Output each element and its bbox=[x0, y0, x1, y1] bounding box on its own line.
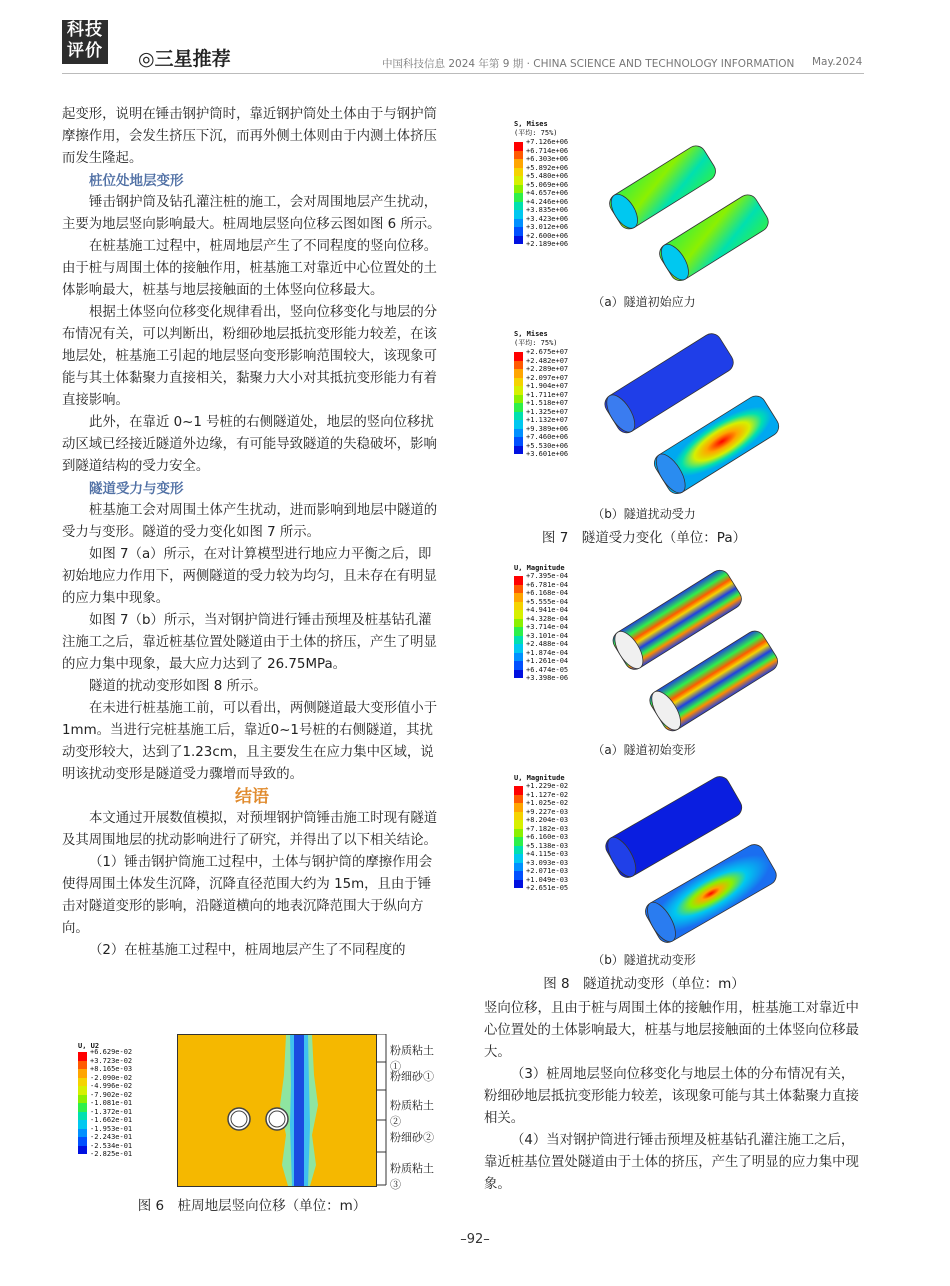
fig8b-tunnels bbox=[594, 770, 780, 946]
legend-subtitle: (平均: 75%) bbox=[514, 128, 558, 137]
legend-value: -1.662e-01 bbox=[90, 1116, 133, 1124]
legend-title: S, Mises bbox=[514, 330, 548, 338]
fig8b-caption: （b）隧道扰动变形 bbox=[592, 953, 696, 967]
legend-value: +6.714e+06 bbox=[526, 146, 569, 155]
left-column bbox=[62, 104, 442, 962]
paragraph: （1）锤击钢护筒施工过程中，土体与钢护筒的摩擦作用会使得周围土体发生沉降，沉降直径范围大约为 15m，且由于锤击对隧道变形的影响，沿隧道横向的地表沉降范围大于纵向方向。 bbox=[62, 855, 433, 936]
legend-value: +5.892e+06 bbox=[526, 163, 569, 172]
fig8b-legend-colors bbox=[514, 786, 523, 888]
legend-value: +7.182e-03 bbox=[526, 824, 569, 833]
legend-value: +6.474e-05 bbox=[526, 665, 569, 674]
paragraph: 在桩基施工过程中，桩周地层产生了不同程度的竖向位移。由于桩与周围土体的接触作用，桩基施工对靠近中心位置处的土体影响最大，桩基与地层接触面的土体竖向位移最大。 bbox=[62, 239, 438, 298]
stratum-label: 粉质粘土② bbox=[390, 1099, 434, 1128]
legend-value: -1.081e-01 bbox=[90, 1099, 133, 1107]
legend-value: +1.127e-02 bbox=[526, 790, 569, 799]
legend-value: +9.389e+06 bbox=[526, 424, 569, 433]
figure-7a bbox=[508, 112, 780, 288]
paragraph: 此外，在靠近 0~1 号桩的右侧隧道处，地层的竖向位移扰动区域已经接近隧道外边缘，有可能导致隧道的失稳破坏，影响到隧道结构的受力安全。 bbox=[62, 415, 437, 474]
conclusion-heading: 结语 bbox=[235, 787, 269, 807]
legend-value: +2.488e-04 bbox=[526, 640, 569, 648]
subheading: 隧道受力与变形 bbox=[89, 481, 184, 497]
legend-value: +6.160e-03 bbox=[526, 833, 569, 841]
fig7b-legend-values bbox=[526, 348, 568, 459]
legend-value: -2.534e-01 bbox=[90, 1141, 133, 1150]
paragraph: 在未进行桩基施工前，可以看出，两侧隧道最大变形值小于1mm。当进行完桩基施工后，靠近0~1号桩的右侧隧道，其扰动变形较大，达到了1.23cm，且主要发生在应力集中区域，说明该扰动变形是隧道受力骤增而导致的。 bbox=[62, 701, 438, 782]
fig6-legend-values bbox=[90, 1048, 132, 1159]
legend-value: +3.093e-03 bbox=[526, 858, 569, 867]
figure-8b bbox=[508, 766, 780, 946]
legend-value: +4.941e-04 bbox=[526, 606, 569, 614]
legend-value: +5.555e-04 bbox=[526, 597, 569, 606]
legend-value: -2.243e-01 bbox=[90, 1133, 133, 1141]
legend-value: +2.600e+06 bbox=[526, 231, 569, 240]
page-number: –92– bbox=[460, 1232, 490, 1247]
header-rule bbox=[62, 73, 864, 74]
legend-value: +1.711e+07 bbox=[526, 390, 569, 399]
legend-value: +2.482e+07 bbox=[526, 356, 569, 365]
legend-value: +1.874e-04 bbox=[526, 648, 569, 657]
stratum-label: 粉质粘土① bbox=[390, 1044, 434, 1073]
legend-value: +4.246e+06 bbox=[526, 197, 569, 206]
section-tag: ◎三星推荐 bbox=[138, 48, 231, 70]
legend-value: +3.423e+06 bbox=[526, 214, 569, 223]
legend-value: +2.071e-03 bbox=[526, 867, 569, 875]
legend-value: +1.229e-02 bbox=[526, 782, 569, 790]
legend-value: +3.714e-04 bbox=[526, 623, 569, 631]
journal-info: 中国科技信息 2024 年第 9 期 · CHINA SCIENCE AND TECHNOLOGY INFORMATION bbox=[382, 58, 795, 70]
legend-value: +5.530e+06 bbox=[526, 441, 569, 450]
legend-value: -1.953e-01 bbox=[90, 1124, 133, 1133]
paragraph: 桩基施工会对周围土体产生扰动，进而影响到地层中隧道的受力与变形。隧道的受力变化如图 7 所示。 bbox=[62, 503, 438, 540]
legend-value: +2.289e+07 bbox=[526, 365, 569, 373]
legend-value: +6.629e-02 bbox=[90, 1048, 133, 1056]
legend-value: +1.518e+07 bbox=[526, 399, 569, 407]
legend-value: +6.781e-04 bbox=[526, 580, 569, 589]
legend-value: +2.097e+07 bbox=[526, 373, 569, 382]
fig7b-caption: （b）隧道扰动受力 bbox=[592, 507, 696, 521]
legend-value: +4.328e-04 bbox=[526, 614, 569, 623]
legend-value: +7.126e+06 bbox=[526, 138, 569, 146]
legend-value: +1.132e+07 bbox=[526, 416, 569, 424]
fig8a-tunnels bbox=[600, 560, 780, 736]
legend-value: +4.115e-03 bbox=[526, 850, 569, 858]
fig7a-legend-title bbox=[514, 120, 558, 137]
paragraph: 本文通过开展数值模拟，对预埋钢护筒锤击施工时现有隧道及其周围地层的扰动影响进行了研究，并得出了以下相关结论。 bbox=[62, 811, 438, 848]
legend-value: +6.168e-04 bbox=[526, 589, 569, 597]
paragraph: 竖向位移，且由于桩与周围土体的接触作用，桩基施工对靠近中心位置处的土体影响最大，桩基与地层接触面的土体竖向位移最大。 bbox=[484, 1001, 859, 1060]
legend-value: -2.090e-02 bbox=[90, 1073, 133, 1082]
fig6-contour bbox=[178, 1035, 376, 1186]
legend-value: +1.261e-04 bbox=[526, 657, 569, 665]
legend-title: U, U2 bbox=[78, 1042, 100, 1050]
legend-value: +5.480e+06 bbox=[526, 172, 569, 180]
fig7b-tunnels bbox=[596, 324, 780, 498]
fig7a-tunnels bbox=[600, 134, 780, 284]
figure-6 bbox=[62, 1028, 444, 1190]
legend-value: +5.138e-03 bbox=[526, 841, 569, 850]
fig7-caption: 图 7 隧道受力变化（单位：Pa） bbox=[541, 530, 747, 546]
legend-value: +4.657e+06 bbox=[526, 189, 569, 197]
legend-subtitle: (平均: 75%) bbox=[514, 338, 558, 347]
legend-value: +3.101e-04 bbox=[526, 631, 569, 640]
legend-title: U, Magnitude bbox=[514, 564, 565, 572]
fig8a-caption: （a）隧道初始变形 bbox=[592, 743, 696, 757]
legend-value: -7.902e-02 bbox=[90, 1090, 133, 1099]
legend-value: +1.325e+07 bbox=[526, 407, 569, 416]
paragraph: 锤击钢护筒及钻孔灌注桩的施工，会对周围地层产生扰动，主要为地层竖向影响最大。桩周地层竖向位移云图如图 6 所示。 bbox=[62, 195, 441, 232]
paragraph: （3）桩周地层竖向位移变化与地层土体的分布情况有关，粉细砂地层抵抗变形能力较差，该现象可能与其土体黏聚力直接相关。 bbox=[484, 1067, 859, 1126]
legend-value: +1.049e-03 bbox=[526, 875, 569, 884]
fig8a-legend-values bbox=[526, 572, 568, 683]
fig7a-legend-colors bbox=[514, 142, 523, 244]
issue-month: May.2024 bbox=[812, 56, 863, 68]
stratum-label: 粉细砂① bbox=[390, 1070, 434, 1083]
paragraph: 隧道的扰动变形如图 8 所示。 bbox=[89, 679, 267, 694]
fig6-soil-model bbox=[177, 1034, 377, 1187]
legend-value: +8.165e-03 bbox=[90, 1065, 133, 1073]
paragraph: 如图 7（a）所示，在对计算模型进行地应力平衡之后，即初始地应力作用下，两侧隧道的受力较为均匀，且未存在有明显的应力集中现象。 bbox=[62, 547, 437, 606]
fig7b-legend-title bbox=[514, 330, 558, 347]
paragraph: 如图 7（b）所示，当对钢护筒进行锤击预埋及桩基钻孔灌注施工之后，靠近桩基位置处隧道由于土体的挤压，产生了明显的应力集中现象，最大应力达到了 26.75MPa。 bbox=[62, 613, 437, 672]
fig6-caption: 图 6 桩周地层竖向位移（单位：m） bbox=[137, 1198, 367, 1214]
fig6-legend-colors bbox=[78, 1052, 87, 1154]
right-column bbox=[484, 998, 866, 1196]
legend-value: +2.651e-05 bbox=[526, 884, 569, 892]
legend-value: +8.204e-03 bbox=[526, 816, 569, 824]
legend-value: +7.460e+06 bbox=[526, 433, 569, 441]
paragraph: 起变形，说明在锤击钢护筒时，靠近钢护筒处土体由于与钢护筒摩擦作用，会发生挤压下沉，而再外侧土体则由于内测土体挤压而发生隆起。 bbox=[62, 107, 437, 166]
legend-value: +3.835e+06 bbox=[526, 206, 569, 214]
journal-logo: 科技 评价 bbox=[62, 20, 108, 64]
legend-title: U, Magnitude bbox=[514, 774, 565, 782]
legend-value: +1.904e+07 bbox=[526, 382, 569, 390]
figure-7b bbox=[508, 322, 780, 500]
legend-value: -1.372e-01 bbox=[90, 1107, 133, 1116]
legend-value: +7.395e-04 bbox=[526, 572, 569, 580]
fig7a-legend-values bbox=[526, 138, 568, 249]
legend-value: +9.227e-03 bbox=[526, 807, 569, 816]
legend-value: +2.189e+06 bbox=[526, 240, 569, 248]
legend-value: +6.303e+06 bbox=[526, 155, 569, 163]
subheading: 桩位处地层变形 bbox=[89, 173, 184, 189]
paragraph: （2）在桩基施工过程中，桩周地层产生了不同程度的 bbox=[89, 943, 406, 958]
legend-value: +5.069e+06 bbox=[526, 180, 569, 189]
paragraph: 根据土体竖向位移变化规律看出，竖向位移变化与地层的分布情况有关，可以判断出，粉细砂地层抵抗变形能力较差，在该地层处，桩基施工引起的地层竖向变形影响范围较大，该现象可能与其土体黏聚力直接相关，黏聚力大小对其抵抗变形能力有着直接影响。 bbox=[62, 305, 438, 408]
legend-value: -2.825e-01 bbox=[90, 1150, 133, 1158]
stratum-label: 粉质粘土③ bbox=[390, 1162, 434, 1191]
legend-value: +3.398e-06 bbox=[526, 674, 569, 682]
legend-value: +3.601e+06 bbox=[526, 450, 569, 458]
fig7b-legend-colors bbox=[514, 352, 523, 454]
fig8-caption: 图 8 隧道扰动变形（单位：m） bbox=[543, 976, 745, 992]
legend-value: +3.723e-02 bbox=[90, 1056, 133, 1065]
legend-value: +1.025e-02 bbox=[526, 799, 569, 807]
legend-value: -4.996e-02 bbox=[90, 1082, 133, 1090]
legend-title: S, Mises bbox=[514, 120, 548, 128]
legend-value: +3.012e+06 bbox=[526, 223, 569, 231]
fig8a-legend-colors bbox=[514, 576, 523, 678]
legend-value: +2.675e+07 bbox=[526, 348, 569, 356]
fig7a-caption: （a）隧道初始应力 bbox=[592, 295, 696, 309]
fig8b-legend-values bbox=[526, 782, 568, 893]
stratum-label: 粉细砂② bbox=[390, 1131, 434, 1144]
paragraph: （4）当对钢护筒进行锤击预埋及桩基钻孔灌注施工之后，靠近桩基位置处隧道由于土体的挤压，产生了明显的应力集中现象。 bbox=[484, 1133, 859, 1192]
figure-8a bbox=[508, 556, 780, 736]
